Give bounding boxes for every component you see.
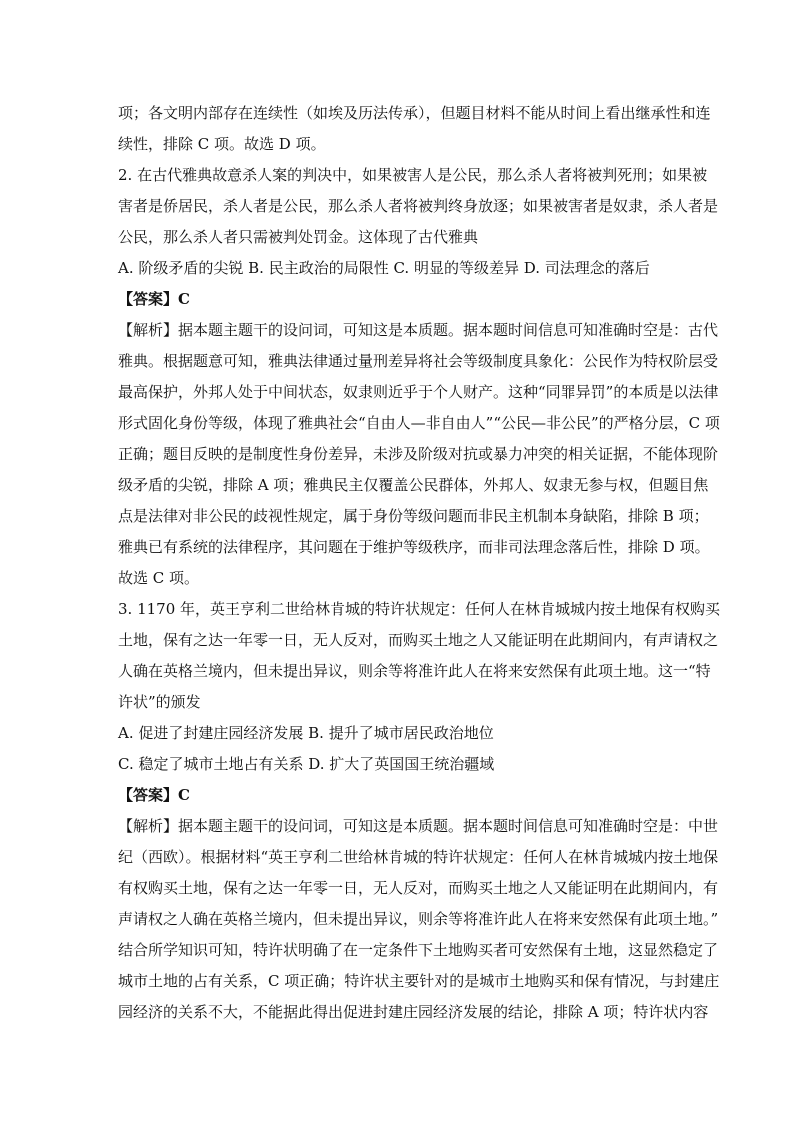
- text-line: 人确在英格兰境内，但未提出异议，则余等将准许此人在将来安然保有此项土地。这一“特: [118, 662, 711, 680]
- text-line: 续性，排除 C 项。故选 D 项。: [118, 135, 326, 153]
- text-line: 害者是侨居民，杀人者是公民，那么杀人者将被判终身放逐；如果被害者是奴隶，杀人者是: [118, 197, 719, 215]
- text-line: 雅典已有系统的法律程序，其问题在于维护等级秩序，而非司法理念落后性，排除 D 项。: [118, 538, 710, 556]
- analysis-line: 【解析】据本题主题干的设问词，可知这是本质题。据本题时间信息可知准确时空是：古代: [118, 321, 719, 339]
- text-line: 土地，保有之达一年零一日，无人反对，而购买土地之人又能证明在此期间内，有声请权之: [118, 631, 719, 649]
- answer-label: 【答案】C: [118, 290, 190, 308]
- text-line: 形式固化身份等级，体现了雅典社会“自由人—非自由人”“公民—非公民”的严格分层，C 项: [118, 414, 720, 432]
- analysis-line: 【解析】据本题主题干的设问词，可知这是本质题。据本题时间信息可知准确时空是：中世: [118, 817, 719, 835]
- text-line: 项；各文明内部存在连续性（如埃及历法传承），但题目材料不能从时间上看出继承性和连: [118, 104, 711, 122]
- text-line: 有权购买土地，保有之达一年零一日，无人反对，而购买土地之人又能证明在此期间内，有: [118, 879, 719, 897]
- text-line: 雅典。根据题意可知，雅典法律通过量刑差异将社会等级制度具象化：公民作为特权阶层受: [118, 352, 719, 370]
- text-line: 纪（西欧）。根据材料“英王亨利二世给林肯城的特许状规定：任何人在林肯城城内按土地保: [118, 848, 719, 866]
- text-line: 公民，那么杀人者只需被判处罚金。这体现了古代雅典: [118, 228, 479, 246]
- text-line: 故选 C 项。: [118, 569, 200, 587]
- text-line: 声请权之人确在英格兰境内，但未提出异议，则余等将准许此人在将来安然保有此项土地。”: [118, 910, 719, 928]
- question-2-options: A. 阶级矛盾的尖锐 B. 民主政治的局限性 C. 明显的等级差异 D. 司法理念的落后: [118, 259, 650, 277]
- text-line: 正确；题目反映的是制度性身份差异，未涉及阶级对抗或暴力冲突的相关证据，不能体现阶: [118, 445, 719, 463]
- question-3-options-row-2: C. 稳定了城市土地占有关系 D. 扩大了英国国王统治疆域: [118, 755, 495, 773]
- question-2-stem: 2. 在古代雅典故意杀人案的判决中，如果被害人是公民，那么杀人者将被判死刑；如果被: [118, 166, 708, 184]
- question-3-stem: 3. 1170 年，英王亨利二世给林肯城的特许状规定：任何人在林肯城城内按土地保有权购买: [118, 600, 721, 618]
- text-line: 城市土地的占有关系，C 项正确；特许状主要针对的是城市土地购买和保有情况，与封建庄: [118, 972, 720, 990]
- answer-label: 【答案】C: [118, 786, 190, 804]
- text-line: 点是法律对非公民的歧视性规定，属于身份等级问题而非民主机制本身缺陷，排除 B 项；: [118, 507, 709, 525]
- text-line: 级矛盾的尖锐，排除 A 项；雅典民主仅覆盖公民群体，外邦人、奴隶无参与权，但题目焦: [118, 476, 709, 494]
- document-page: [118, 98, 721, 1028]
- question-3-options-row-1: A. 促进了封建庄园经济发展 B. 提升了城市居民政治地位: [118, 724, 494, 742]
- text-line: 结合所学知识可知，特许状明确了在一定条件下土地购买者可安然保有土地，这显然稳定了: [118, 941, 719, 959]
- text-line: 最高保护，外邦人处于中间状态，奴隶则近乎于个人财产。这种“同罪异罚”的本质是以法律: [118, 383, 719, 401]
- text-line: 园经济的关系不大，不能据此得出促进封建庄园经济发展的结论，排除 A 项；特许状内容: [118, 1003, 709, 1021]
- text-line: 许状”的颁发: [118, 693, 201, 711]
